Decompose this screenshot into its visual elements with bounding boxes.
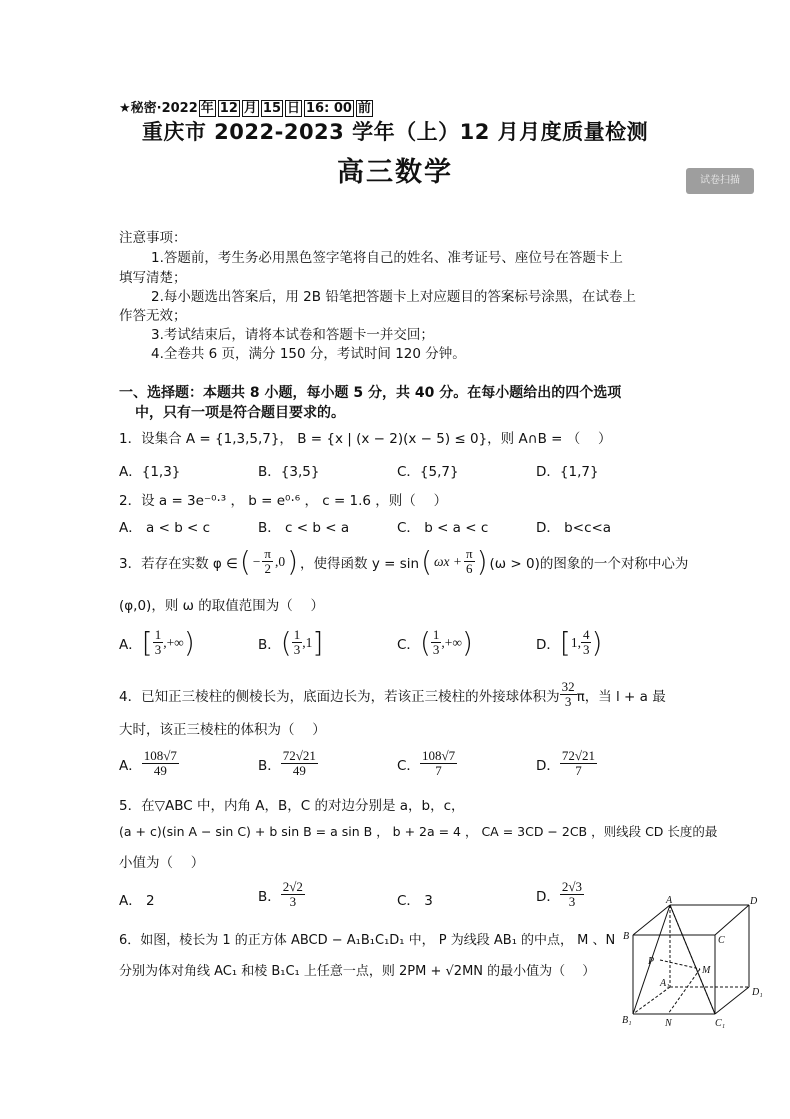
q6-stem-cont: 分别为体对角线 AC₁ 和棱 B₁C₁ 上任意一点，则 2PM + √2MN 的最小值为（ ） bbox=[119, 964, 596, 979]
cube-diagram bbox=[618, 893, 778, 1033]
exam-title: 重庆市 2022-2023 学年（上）12 月月度质量检测 bbox=[141, 120, 649, 144]
q4-option-b: B． $\frac{72√21}{49}$ bbox=[258, 748, 316, 778]
section-heading: 一、选择题：本题共 8 小题，每小题 5 分，共 40 分。在每小题给出的四个选项 bbox=[119, 385, 622, 401]
cube-label-d1: D₁ bbox=[752, 987, 763, 998]
cube-label-d: D bbox=[750, 896, 758, 907]
q5-option-b: B． $\frac{2√2}{3}$ bbox=[258, 879, 303, 909]
q2-stem: 2．设 a = 3e⁻⁰·³ ， b = e⁰·⁶ ， c = 1.6 ，则（ ） bbox=[119, 493, 448, 509]
cube-label-b: B bbox=[623, 931, 630, 942]
q2-option-d: D． b<c<a bbox=[536, 520, 612, 536]
cube-label-c1: C₁ bbox=[715, 1018, 726, 1029]
note-2-cont: 作答无效； bbox=[119, 308, 187, 324]
q2-option-c: C． b < a < c bbox=[397, 520, 489, 536]
q3-option-d: D． [ 1, $\frac{4}{3}$ ) bbox=[536, 626, 603, 659]
cube-label-a: A bbox=[666, 895, 673, 906]
q3-option-b: B． ( $\frac{1}{3}$ ,1 ] bbox=[258, 626, 324, 659]
q4-option-c: C． $\frac{108√7}{7}$ bbox=[397, 748, 456, 778]
q4-option-a: A． $\frac{108√7}{49}$ bbox=[119, 748, 177, 778]
q5-option-a: A． 2 bbox=[119, 893, 155, 909]
q5-option-c: C． 3 bbox=[397, 893, 433, 909]
note-2: 2.每小题选出答案后，用 2B 铅笔把答题卡上对应题目的答案标号涂黑，在试卷上 bbox=[151, 289, 636, 305]
q3-option-c: C． ( $\frac{1}{3}$ ,+∞ ) bbox=[397, 626, 473, 659]
q4-option-d: D． $\frac{72√21}{7}$ bbox=[536, 748, 596, 778]
q5-stem-cont: 小值为（ ） bbox=[119, 855, 205, 871]
q2-option-a: A． a < b < c bbox=[119, 520, 211, 536]
q1-option-a: A．{1,3} bbox=[119, 464, 181, 480]
note-4: 4.全卷共 6 页，满分 150 分，考试时间 120 分钟。 bbox=[151, 346, 466, 362]
cube-label-a1: A₁ bbox=[660, 978, 670, 989]
q4-stem: 4．已知正三棱柱的侧棱长为，底面边长为，若该正三棱柱的外接球体积为 $\frac{32}{3}$ π，当 l + a 最 bbox=[119, 679, 666, 709]
notes-heading: 注意事项： bbox=[119, 230, 187, 246]
q4-stem-cont: 大时，该正三棱柱的体积为（ ） bbox=[119, 722, 326, 738]
q1-stem: 1．设集合 A = {1,3,5,7}， B = {x | (x − 2)(x − 5) ≤ 0}，则 A∩B = （ ） bbox=[119, 431, 612, 447]
scan-badge: 试卷扫描 bbox=[686, 168, 754, 194]
q6-stem: 6．如图，棱长为 1 的正方体 ABCD − A₁B₁C₁D₁ 中， P 为线段 AB₁ 的中点， M 、N bbox=[119, 933, 616, 948]
cube-label-c: C bbox=[718, 935, 725, 946]
cube-label-n: N bbox=[665, 1018, 672, 1029]
cube-label-m: M bbox=[702, 965, 711, 976]
q1-option-b: B．{3,5} bbox=[258, 464, 320, 480]
q5-stem: 5．在▽ABC 中，内角 A，B，C 的对边分别是 a，b，c， bbox=[119, 798, 465, 814]
q5-condition: (a + c)(sin A − sin C) + b sin B = a sin B ， b + 2a = 4 ， CA = 3CD − 2CB ，则线段 CD 长度的最 bbox=[119, 824, 718, 839]
q5-option-d: D． $\frac{2√3}{3}$ bbox=[536, 879, 583, 909]
q3-stem: 3．若存在实数 φ ∈ ( − $\frac{\pi}{2}$ ,0 ) ，使得函数 y = sin ( ωx + $\frac{\pi}{6}$ ) (ω > 0)的图象的一个对称中心为 bbox=[119, 545, 689, 578]
q3-stem-cont: (φ,0)，则 ω 的取值范围为（ ） bbox=[119, 598, 324, 614]
confidential-notice: ★秘密·2022 年 12 月 15 日 16: 00 前 bbox=[119, 101, 371, 116]
q3-option-a: A． [ $\frac{1}{3}$ ,+∞ ) bbox=[119, 626, 195, 659]
note-1: 1.答题前，考生务必用黑色签字笔将自己的姓名、准考证号、座位号在答题卡上 bbox=[151, 250, 623, 266]
q1-option-c: C．{5,7} bbox=[397, 464, 459, 480]
exam-subject: 高三数学 bbox=[337, 157, 453, 188]
q2-option-b: B． c < b < a bbox=[258, 520, 350, 536]
cube-label-b1: B₁ bbox=[622, 1015, 632, 1026]
cube-label-p: P bbox=[648, 956, 655, 967]
q1-option-d: D．{1,7} bbox=[536, 464, 599, 480]
note-1-cont: 填写清楚； bbox=[119, 270, 187, 286]
section-heading-cont: 中，只有一项是符合题目要求的。 bbox=[135, 405, 345, 421]
note-3: 3.考试结束后，请将本试卷和答题卡一并交回； bbox=[151, 327, 434, 343]
